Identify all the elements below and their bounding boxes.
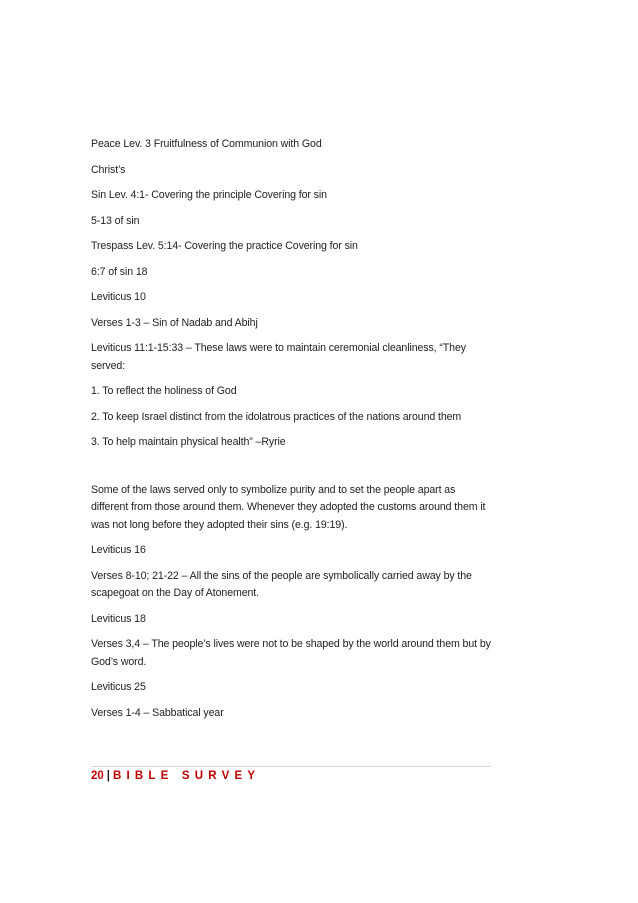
paragraph: 6:7 of sin 18 (91, 265, 148, 278)
page-footer (91, 767, 260, 785)
paragraph: Leviticus 18 (91, 612, 146, 625)
paragraph: 2. To keep Israel distinct from the idolatrous practices of the nations around them (91, 410, 462, 423)
blank-line (91, 460, 491, 482)
page-number: 20 (91, 770, 104, 782)
paragraph: Peace Lev. 3 Fruitfulness of Communion with God (91, 138, 322, 150)
paragraph: Christ’s (91, 163, 126, 176)
paragraph: 3. To help maintain physical health” –Ryrie (91, 436, 286, 448)
paragraph: Leviticus 25 (91, 681, 146, 693)
footer-separator: | (106, 770, 111, 782)
paragraph: Verses 1-3 – Sin of Nadab and Abihj (91, 316, 258, 329)
paragraph: Leviticus 16 (91, 544, 146, 556)
paragraph: Leviticus 11:1-15:33 – These laws were to maintain ceremonial cleanliness, “They served: (91, 342, 466, 372)
paragraph: Verses 3,4 – The people’s lives were not to be shaped by the world around them but by God’s word. (91, 638, 491, 668)
paragraph: Some of the laws served only to symbolize purity and to set the people apart as different from those around them. Whenever they adopted the customs around them it was not long before they adopted their sins (e.g. 19:19). (91, 483, 486, 531)
paragraph: 5-13 of sin (91, 214, 140, 227)
paragraph: Leviticus 10 (91, 291, 146, 303)
paragraph: Verses 1-4 – Sabbatical year (91, 706, 224, 719)
paragraph: Trespass Lev. 5:14- Covering the practice Covering for sin (91, 240, 358, 252)
paragraph: Verses 8-10; 21-22 – All the sins of the people are symbolically carried away by the scapegoat on the Day of Atonement. (91, 569, 472, 599)
page-body (91, 136, 491, 730)
running-title: BIBLE SURVEY (113, 770, 261, 782)
paragraph: 1. To reflect the holiness of God (91, 385, 237, 397)
paragraph: Sin Lev. 4:1- Covering the principle Covering for sin (91, 189, 327, 201)
